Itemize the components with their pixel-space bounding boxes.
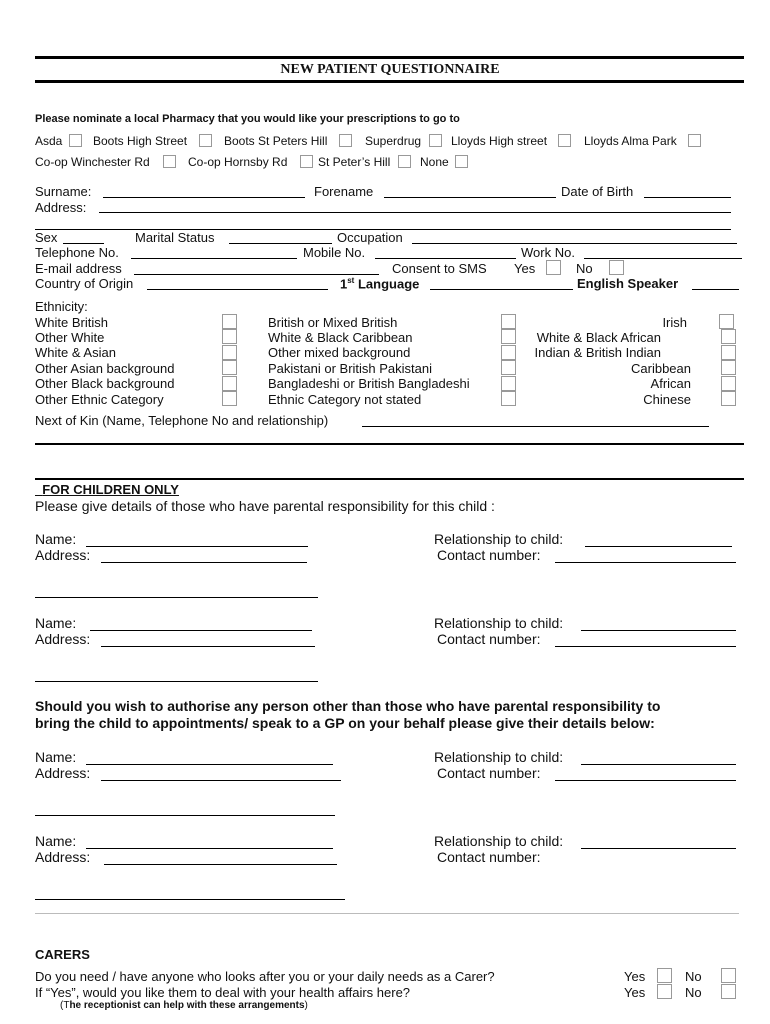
sms-no-checkbox[interactable] — [609, 260, 624, 275]
sex-field[interactable] — [63, 243, 104, 244]
ethnicity-option-label: Irish — [662, 315, 687, 330]
ethnicity-option-label: Indian & British Indian — [534, 345, 661, 360]
surname-field[interactable] — [103, 197, 305, 198]
ethnicity-option-label: White & Black Caribbean — [268, 330, 413, 345]
ethnicity-checkbox[interactable] — [501, 391, 516, 406]
ethnicity-checkbox[interactable] — [721, 345, 736, 360]
pharmacy-option-label: Asda — [35, 134, 63, 148]
ethnicity-checkbox[interactable] — [501, 314, 516, 329]
sms-consent-label: Consent to SMS — [392, 261, 487, 276]
ethnicity-option-label: White British — [35, 315, 108, 330]
relationship-field[interactable] — [581, 848, 736, 849]
ethnicity-checkbox[interactable] — [721, 360, 736, 375]
children-prompt: Please give details of those who have parental responsibility for this child : — [35, 498, 495, 514]
carer-question: Do you need / have anyone who looks after you or your daily needs as a Carer? — [35, 969, 495, 984]
address-field[interactable] — [101, 646, 315, 647]
first-language-text: Language — [357, 276, 420, 292]
address-label: Address: — [35, 631, 91, 647]
ethnicity-checkbox[interactable] — [501, 345, 516, 360]
work-field[interactable] — [584, 258, 742, 259]
pharmacy-checkbox[interactable] — [163, 155, 176, 168]
address-field-line2[interactable] — [35, 815, 335, 816]
ethnicity-checkbox[interactable] — [721, 391, 736, 406]
contact-label: Contact number: — [437, 765, 541, 781]
pharmacy-option-label: Lloyds Alma Park — [584, 134, 677, 148]
carer-no-label: No — [685, 969, 702, 984]
pharmacy-checkbox[interactable] — [455, 155, 468, 168]
ethnicity-checkbox[interactable] — [222, 391, 237, 406]
address-label: Address: — [35, 547, 91, 563]
pharmacy-checkbox[interactable] — [300, 155, 313, 168]
ethnicity-checkbox[interactable] — [501, 329, 516, 344]
address-field-line2[interactable] — [35, 597, 318, 598]
next-of-kin-field[interactable] — [362, 426, 709, 427]
ethnicity-option-label: White & Asian — [35, 345, 116, 360]
note-paren-open: ( — [60, 1000, 64, 1011]
pharmacy-prompt: Please nominate a local Pharmacy that you would like your prescriptions to go to — [35, 113, 460, 125]
ethnicity-option-label: African — [650, 376, 691, 391]
pharmacy-checkbox[interactable] — [429, 134, 442, 147]
address-field[interactable] — [101, 780, 341, 781]
pharmacy-checkbox[interactable] — [69, 134, 82, 147]
address-field-line2[interactable] — [35, 681, 318, 682]
pharmacy-checkbox[interactable] — [398, 155, 411, 168]
contact-label: Contact number: — [437, 547, 541, 563]
title-underline — [35, 80, 744, 83]
email-label: E-mail address — [35, 261, 122, 276]
pharmacy-option-label: Co-op Hornsby Rd — [188, 155, 288, 169]
ethnicity-checkbox[interactable] — [222, 360, 237, 375]
pharmacy-option-label: None — [420, 155, 449, 169]
ethnicity-checkbox[interactable] — [222, 376, 237, 391]
sex-label: Sex — [35, 230, 58, 245]
pharmacy-option-label: Co-op Winchester Rd — [35, 155, 150, 169]
email-field[interactable] — [134, 274, 379, 275]
carer-yes-label: Yes — [624, 985, 646, 1000]
ethnicity-option-label: British or Mixed British — [268, 315, 398, 330]
pharmacy-checkbox[interactable] — [339, 134, 352, 147]
dob-label: Date of Birth — [561, 184, 634, 199]
address-label: Address: — [35, 200, 87, 215]
ethnicity-option-label: Other mixed background — [268, 345, 411, 360]
name-label: Name: — [35, 531, 77, 547]
carer-yes-label: Yes — [624, 969, 646, 984]
section-divider — [35, 913, 739, 914]
mobile-field[interactable] — [375, 258, 516, 259]
next-of-kin-label: Next of Kin (Name, Telephone No and relationship) — [35, 413, 329, 428]
name-field[interactable] — [90, 630, 312, 631]
marital-label: Marital Status — [135, 230, 215, 245]
forename-label: Forename — [314, 184, 374, 199]
ethnicity-option-label: Ethnic Category not stated — [268, 392, 422, 407]
section-divider — [35, 443, 744, 445]
ethnicity-checkbox[interactable] — [721, 329, 736, 344]
dob-field[interactable] — [644, 197, 731, 198]
ethnicity-checkbox[interactable] — [721, 376, 736, 391]
ethnicity-option-label: Caribbean — [631, 361, 691, 376]
name-label: Name: — [35, 833, 77, 849]
first-language-suffix: st — [347, 276, 355, 285]
receptionist-note — [60, 1000, 308, 1011]
ethnicity-label: Ethnicity: — [35, 299, 88, 314]
sms-no-label: No — [576, 261, 593, 276]
pharmacy-option-label: Boots St Peters Hill — [224, 134, 328, 148]
carer-no-checkbox[interactable] — [721, 968, 736, 983]
contact-field[interactable] — [555, 646, 736, 647]
pharmacy-option-label: Boots High Street — [93, 134, 188, 148]
ethnicity-option-label: Other Asian background — [35, 361, 175, 376]
carers-heading: CARERS — [35, 947, 90, 962]
note-text: he receptionist can help with these arrangements — [69, 1000, 305, 1011]
relationship-label: Relationship to child: — [434, 833, 564, 849]
pharmacy-option-label: Lloyds High street — [451, 134, 548, 148]
contact-label: Contact number: — [437, 849, 541, 865]
relationship-field[interactable] — [585, 546, 732, 547]
contact-field[interactable] — [555, 562, 736, 563]
relationship-label: Relationship to child: — [434, 749, 564, 765]
pharmacy-checkbox[interactable] — [199, 134, 212, 147]
ethnicity-option-label: Pakistani or British Pakistani — [268, 361, 433, 376]
sms-yes-label: Yes — [514, 261, 536, 276]
relationship-label: Relationship to child: — [434, 615, 564, 631]
contact-field[interactable] — [555, 780, 736, 781]
address-field-line2[interactable] — [35, 899, 345, 900]
telephone-field[interactable] — [131, 258, 297, 259]
children-heading — [35, 482, 179, 497]
first-language-label — [340, 276, 419, 291]
relationship-label: Relationship to child: — [434, 531, 564, 547]
top-rule — [35, 56, 744, 59]
carer-no-checkbox[interactable] — [721, 984, 736, 999]
address-field[interactable] — [99, 212, 731, 213]
relationship-field[interactable] — [581, 630, 736, 631]
ethnicity-checkbox[interactable] — [222, 314, 237, 329]
name-label: Name: — [35, 615, 77, 631]
address-field[interactable] — [101, 562, 307, 563]
carer-no-label: No — [685, 985, 702, 1000]
ethnicity-option-label: Bangladeshi or British Bangladeshi — [268, 376, 470, 391]
telephone-label: Telephone No. — [35, 245, 119, 260]
ethnicity-option-label: Other Black background — [35, 376, 175, 391]
ethnicity-checkbox[interactable] — [501, 360, 516, 375]
country-field[interactable] — [147, 289, 328, 290]
ethnicity-checkbox[interactable] — [501, 376, 516, 391]
ethnicity-option-label: Chinese — [643, 392, 691, 407]
ethnicity-checkbox[interactable] — [719, 314, 734, 329]
pharmacy-option-label: Superdrug — [365, 134, 422, 148]
note-paren-close: ) — [304, 1000, 308, 1011]
relationship-field[interactable] — [581, 764, 736, 765]
forename-field[interactable] — [384, 197, 556, 198]
ethnicity-option-label: Other White — [35, 330, 105, 345]
name-field[interactable] — [86, 848, 333, 849]
address-field[interactable] — [104, 864, 337, 865]
contact-label: Contact number: — [437, 631, 541, 647]
pharmacy-checkbox[interactable] — [688, 134, 701, 147]
carer-yes-checkbox[interactable] — [657, 968, 672, 983]
occupation-field[interactable] — [412, 243, 737, 244]
children-heading-text: FOR CHILDREN ONLY — [42, 482, 179, 497]
sms-yes-checkbox[interactable] — [546, 260, 561, 275]
name-label: Name: — [35, 749, 77, 765]
ethnicity-option-label: White & Black African — [536, 330, 661, 345]
ethnicity-checkbox[interactable] — [222, 329, 237, 344]
authorise-text: bring the child to appointments/ speak to a GP on your behalf please give their details below: — [35, 715, 655, 731]
carer-yes-checkbox[interactable] — [657, 984, 672, 999]
mobile-label: Mobile No. — [303, 245, 366, 260]
name-field[interactable] — [86, 546, 308, 547]
carer-question: If “Yes”, would you like them to deal with your health affairs here? — [35, 985, 411, 1000]
address-label: Address: — [35, 849, 91, 865]
english-speaker-field[interactable] — [692, 289, 739, 290]
page-title: NEW PATIENT QUESTIONNAIRE — [280, 62, 500, 77]
first-language-number: 1 — [340, 276, 348, 292]
authorise-text: Should you wish to authorise any person other than those who have parental responsibility to — [35, 698, 661, 714]
pharmacy-option-label: St Peter’s Hill — [318, 155, 391, 169]
ethnicity-option-label: Other Ethnic Category — [35, 392, 164, 407]
pharmacy-checkbox[interactable] — [558, 134, 571, 147]
work-label: Work No. — [521, 245, 575, 260]
english-speaker-label: English Speaker — [577, 276, 679, 291]
note-first-letter: T — [63, 1000, 70, 1011]
name-field[interactable] — [86, 764, 333, 765]
occupation-label: Occupation — [337, 230, 403, 245]
ethnicity-checkbox[interactable] — [222, 345, 237, 360]
address-label: Address: — [35, 765, 91, 781]
first-language-field[interactable] — [430, 289, 573, 290]
marital-field[interactable] — [229, 243, 332, 244]
country-label: Country of Origin — [35, 276, 134, 291]
surname-label: Surname: — [35, 184, 92, 199]
section-divider — [35, 478, 744, 480]
